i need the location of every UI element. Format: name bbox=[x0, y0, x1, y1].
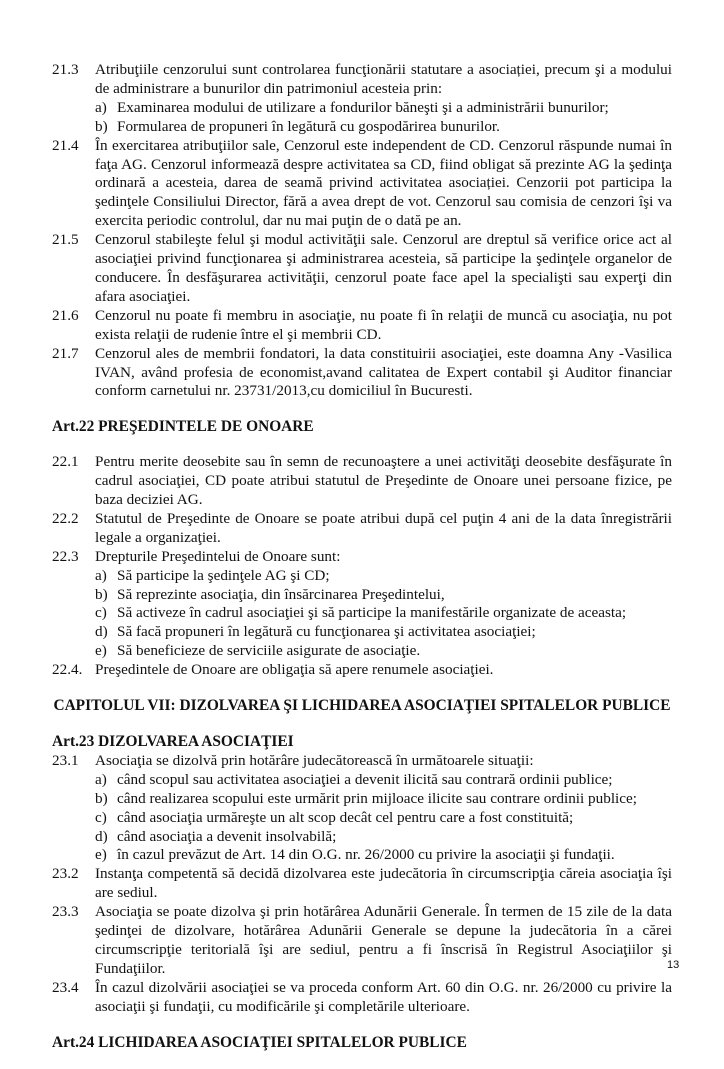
sub-letter: b) bbox=[95, 789, 108, 807]
clause-number: 22.1 bbox=[52, 453, 79, 471]
article-24-heading: Art.24 LICHIDAREA ASOCIAŢIEI SPITALELOR PUBLICE bbox=[52, 1033, 467, 1051]
sub-letter: d) bbox=[95, 827, 108, 845]
sub-letter: c) bbox=[95, 604, 107, 622]
clause-text: Cenzorul stabileşte felul şi modul activităţii sale. Cenzorul are dreptul să verifice orice act al asociaţiei privind funcţionarea şi administrarea acesteia, să participe la şedinţele organelor de conducere. În desfăşurarea activităţii, cenzorul poate face apel la specialişti sau experţi din afara asociaţiei. bbox=[95, 231, 672, 305]
sub-text: Să activeze în cadrul asociaţiei şi să participe la manifestările organizate de aceasta; bbox=[117, 604, 627, 622]
clause-number: 23.2 bbox=[52, 865, 79, 883]
sub-letter: a) bbox=[95, 770, 107, 788]
sub-text: când realizarea scopului este urmărit prin mijloace ilicite sau contrare ordinii publice; bbox=[117, 789, 637, 807]
clause-number: 21.3 bbox=[52, 61, 79, 78]
clause-23-1 bbox=[52, 752, 672, 865]
clause-22-3 bbox=[52, 548, 672, 661]
clause-number: 21.6 bbox=[52, 306, 79, 324]
clause-number: 21.5 bbox=[52, 231, 79, 249]
clause-22-2 bbox=[52, 510, 672, 548]
sub-item bbox=[95, 771, 672, 790]
clause-23-2 bbox=[52, 865, 672, 903]
clause-text: Statutul de Preşedinte de Onoare se poate atribui după cel puţin 4 ani de la data înregistrării legale a organizaţiei. bbox=[95, 509, 672, 546]
clause-number: 23.4 bbox=[52, 978, 79, 996]
clause-text: Cenzorul nu poate fi membru in asociaţie, nu poate fi în relaţii de muncă cu asociaţia, nu pot exista relaţii de rudenie între el şi membrii CD. bbox=[95, 306, 672, 343]
clause-21-5 bbox=[52, 231, 672, 307]
sub-text: când asociaţia a devenit insolvabilă; bbox=[117, 827, 337, 845]
sub-letter: a) bbox=[95, 98, 107, 116]
sub-item bbox=[95, 809, 672, 828]
clause-text: Drepturile Preşedintelui de Onoare sunt: bbox=[95, 547, 341, 565]
clause-number: 22.3 bbox=[52, 547, 79, 565]
clause-text: În exercitarea atribuţiilor sale, Cenzorul este independent de CD. Cenzorul răspunde numai în faţa AG. Cenzorul informează despre activitatea sa CD, fiind obligat să prezinte AG la şedinţa ordinară a acesteia, darea de seamă privind activitatea asociației. Cenzorii pot participa la şedinţele Consiliului Director, fără a avea drept de vot. Cenzorul sau comisia de cenzori îşi va exercita periodic controlul, dar nu mai puţin de o dată pe an. bbox=[95, 136, 672, 230]
clause-21-7 bbox=[52, 345, 672, 402]
sub-text: în cazul prevăzut de Art. 14 din O.G. nr. 26/2000 cu privire la asociaţii şi fundaţii. bbox=[117, 846, 615, 864]
sub-letter: d) bbox=[95, 623, 108, 641]
clause-23-3 bbox=[52, 903, 672, 979]
sub-item bbox=[95, 642, 672, 661]
clause-text: În cazul dizolvării asociaţiei se va proceda conform Art. 60 din O.G. nr. 26/2000 cu privire la asociaţii şi fundaţii, cu modificările şi completările ulterioare. bbox=[95, 978, 672, 1015]
clause-22-1 bbox=[52, 453, 672, 510]
sub-item bbox=[95, 567, 672, 586]
clause-text: Atribuţiile cenzorului sunt controlarea funcţionării statutare a asociației, precum şi a modului de administrare a bunurilor din patrimoniul acesteia prin: bbox=[95, 61, 672, 97]
sub-text: Examinarea modului de utilizare a fondurilor băneşti şi a administrării bunurilor; bbox=[117, 98, 609, 116]
document-body bbox=[52, 61, 672, 1069]
clause-number: 21.4 bbox=[52, 136, 79, 154]
clause-number: 22.2 bbox=[52, 509, 79, 527]
clause-text: Asociaţia se poate dizolva şi prin hotărârea Adunării Generale. În termen de 15 zile de la data şedinţei de dizolvare, hotărârea Adunării Generale se depune la judecătoria în a cărei circumscripţie teritorială îşi are sediul, pentru a fi înscrisă în Registrul Asociaţiilor şi Fundaţiilor. bbox=[95, 903, 672, 977]
sub-letter: c) bbox=[95, 808, 107, 826]
sub-letter: a) bbox=[95, 566, 107, 584]
sub-item bbox=[95, 846, 672, 865]
sub-item bbox=[95, 99, 672, 118]
clause-text: Cenzorul ales de membrii fondatori, la data constituirii asociaţiei, este doamna Any -Vasilica IVAN, având profesia de economist,avand calitatea de Expert contabil şi Auditor financiar conform carnetului nr. 23731/2013,cu domiciliul în Bucuresti. bbox=[95, 344, 672, 400]
clause-number: 23.1 bbox=[52, 751, 79, 769]
clause-text: Instanţa competentă să decidă dizolvarea este judecătoria în circumscripţia căreia asociaţia îşi are sediul. bbox=[95, 865, 672, 902]
clause-22-4 bbox=[52, 661, 672, 680]
clause-text: Asociaţia se dizolvă prin hotărâre judecătorească în următoarele situaţii: bbox=[95, 751, 534, 769]
clause-21-4 bbox=[52, 137, 672, 232]
sub-item bbox=[95, 790, 672, 809]
clause-text: Preşedintele de Onoare are obligaţia să apere renumele asociaţiei. bbox=[95, 661, 494, 679]
clause-text: Pentru merite deosebite sau în semn de recunoaştere a unei activităţi deosebite desfăşurate în cadrul asociaţiei, CD poate atribui statutul de Preşedinte de Onoare unei persoane fizice, pe baza deciziei AG. bbox=[95, 453, 672, 509]
sub-text: Să reprezinte asociaţia, din însărcinarea Preşedintelui, bbox=[117, 585, 445, 603]
sub-item bbox=[95, 828, 672, 847]
sub-item bbox=[95, 586, 672, 605]
sub-letter: b) bbox=[95, 117, 108, 135]
sub-letter: e) bbox=[95, 846, 107, 864]
clause-number: 22.4. bbox=[52, 661, 83, 679]
sub-item bbox=[95, 118, 672, 137]
clause-23-4 bbox=[52, 979, 672, 1017]
article-23-heading: Art.23 DIZOLVAREA ASOCIAŢIEI bbox=[52, 733, 294, 750]
sub-item bbox=[95, 604, 672, 623]
article-22-heading: Art.22 PREŞEDINTELE DE ONOARE bbox=[52, 418, 314, 436]
clause-21-3 bbox=[52, 61, 672, 137]
page-number: 13 bbox=[667, 959, 680, 971]
sub-text: Să facă propuneri în legătură cu funcţionarea şi activitatea asociaţiei; bbox=[117, 623, 536, 641]
sub-letter: e) bbox=[95, 642, 107, 660]
clause-number: 21.7 bbox=[52, 344, 79, 362]
sub-text: când asociaţia urmăreşte un alt scop decât cel pentru care a fost constituită; bbox=[117, 808, 574, 826]
sub-text: Să beneficieze de serviciile asigurate de asociaţie. bbox=[117, 642, 421, 660]
chapter-heading: CAPITOLUL VII: DIZOLVAREA ŞI LICHIDAREA ASOCIAŢIEI SPITALELOR PUBLICE bbox=[53, 697, 671, 715]
sub-text: Formularea de propuneri în legătură cu gospodărirea bunurilor. bbox=[117, 117, 500, 135]
sub-item bbox=[95, 623, 672, 642]
clause-number: 23.3 bbox=[52, 903, 79, 921]
sub-letter: b) bbox=[95, 585, 108, 603]
clause-21-6 bbox=[52, 307, 672, 345]
sub-text: Să participe la şedinţele AG şi CD; bbox=[117, 566, 330, 584]
sub-text: când scopul sau activitatea asociaţiei a devenit ilicită sau contrară ordinii publice; bbox=[117, 770, 613, 788]
